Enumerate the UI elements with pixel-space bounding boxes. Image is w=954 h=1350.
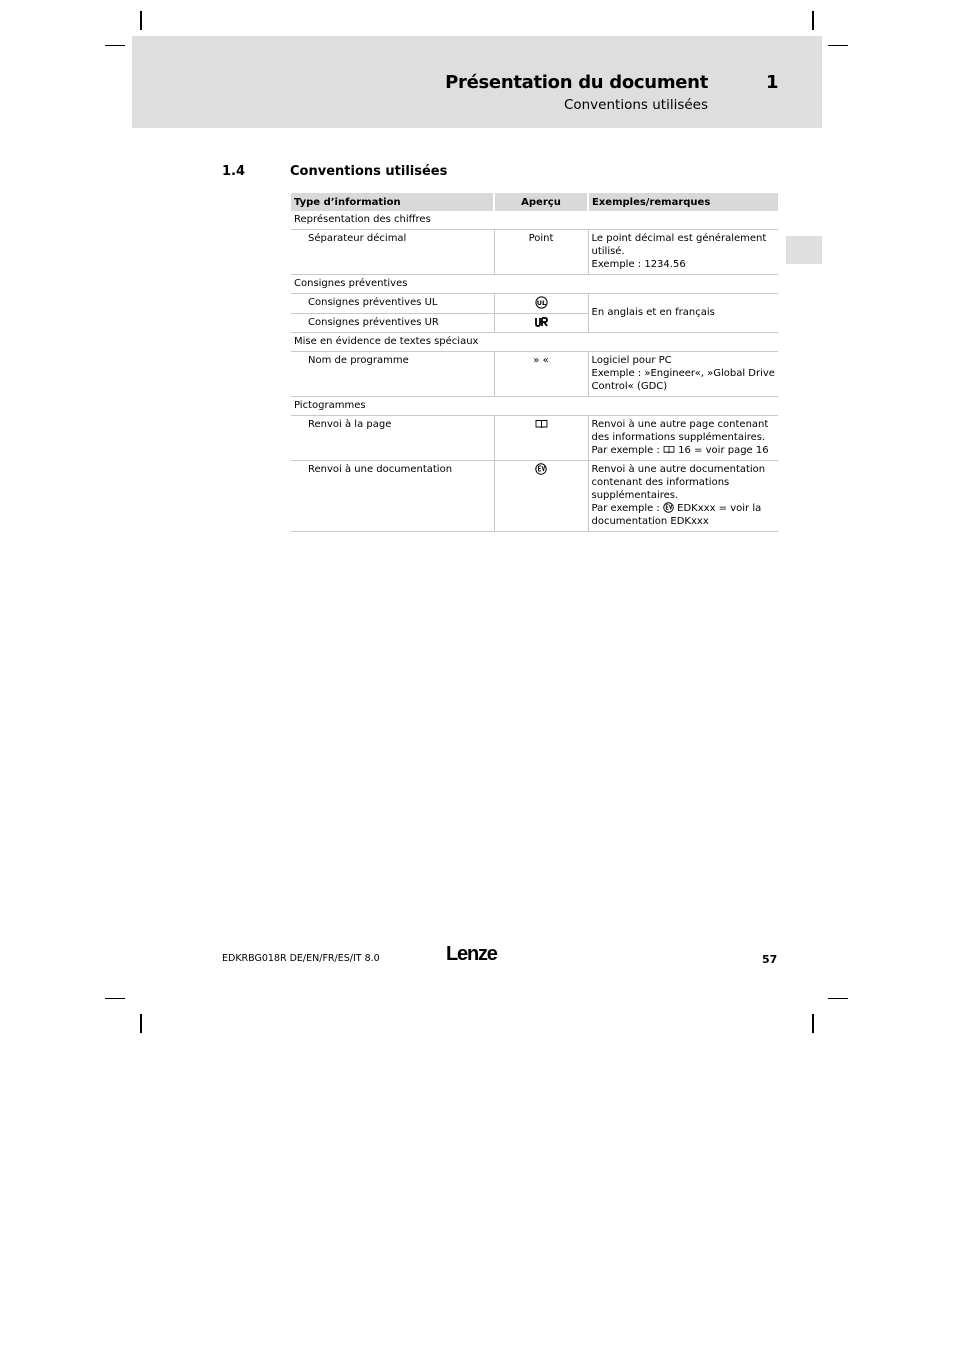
table-row: [291, 460, 778, 531]
row-type: Renvoi à une documentation: [291, 460, 494, 531]
crop-mark: [828, 45, 848, 46]
book-icon: [663, 445, 675, 454]
row-remarks: [588, 415, 778, 460]
group-label: Pictogrammes: [291, 396, 778, 415]
svg-text:UL: UL: [536, 299, 546, 307]
crop-mark: [105, 998, 125, 999]
group-label: Mise en évidence de textes spéciaux: [291, 332, 778, 351]
remark-example-prefix: Par exemple :: [591, 502, 663, 514]
table-row: [291, 351, 778, 396]
chapter-title: Présentation du document: [445, 72, 708, 93]
row-type: Consignes préventives UL: [291, 294, 494, 314]
lenze-logo: Lenze: [446, 943, 497, 965]
chapter-side-tab: [786, 236, 822, 264]
header-type: Type d’information: [291, 193, 494, 211]
row-preview: [494, 415, 588, 460]
row-type: Renvoi à la page: [291, 415, 494, 460]
row-remarks: [588, 460, 778, 531]
remark-line: Exemple : 1234.56: [591, 259, 686, 270]
table-row: [291, 230, 778, 275]
table-group-row: [291, 332, 778, 351]
remark-line: Logiciel pour PC: [591, 354, 672, 366]
remark-line: Exemple : »Engineer«, »Global Drive Control« (GDC): [591, 367, 775, 392]
crop-mark: [105, 45, 125, 46]
remark-line: Renvoi à une autre page contenant des informations supplémentaires.: [591, 418, 769, 443]
table-group-row: [291, 211, 778, 230]
row-preview: » «: [494, 351, 588, 396]
row-preview: [494, 294, 588, 314]
crop-mark: [828, 998, 848, 999]
section-title: Conventions utilisées: [290, 164, 448, 179]
crop-mark: [812, 1014, 814, 1033]
ul-listed-icon: [535, 296, 548, 309]
row-preview: Point: [494, 230, 588, 275]
row-remarks: En anglais et en français: [588, 294, 778, 333]
row-type: Consignes préventives UR: [291, 313, 494, 332]
remark-example-suffix: 16 = voir page 16: [674, 444, 769, 456]
documentation-icon: [663, 502, 674, 513]
header-preview: Aperçu: [494, 193, 588, 211]
row-remarks: [588, 230, 778, 275]
table-header-row: [291, 193, 778, 211]
crop-mark: [140, 1014, 142, 1033]
remark-line: [592, 444, 776, 457]
table-group-row: [291, 396, 778, 415]
remark-example-suffix: EDKxxx = voir la documentation EDKxxx: [591, 502, 762, 527]
remark-line: Le point décimal est généralement utilisé.: [591, 233, 767, 257]
row-type: Séparateur décimal: [291, 230, 494, 275]
header-remarks: Exemples/remarques: [588, 193, 778, 211]
group-label: Consignes préventives: [291, 275, 778, 294]
chapter-subtitle: Conventions utilisées: [563, 97, 708, 113]
footer-document-id: EDKRBG018R DE/EN/FR/ES/IT 8.0: [222, 953, 380, 964]
ur-recognized-icon: [534, 316, 549, 328]
table-row: [291, 415, 778, 460]
remark-line: Renvoi à une autre documentation contenant des informations supplémentaires.: [591, 463, 766, 501]
crop-mark: [812, 11, 814, 30]
group-label: Représentation des chiffres: [294, 214, 431, 225]
row-remarks: [588, 351, 778, 396]
remark-example-prefix: Par exemple :: [591, 444, 663, 456]
table-group-row: [291, 275, 778, 294]
page-number: 57: [762, 953, 778, 966]
row-type: Nom de programme: [291, 351, 494, 396]
row-preview: [494, 460, 588, 531]
table-row: [291, 294, 778, 314]
crop-mark: [140, 11, 142, 30]
documentation-icon: [535, 463, 547, 475]
remark-line: [592, 502, 776, 528]
chapter-number: 1: [766, 72, 779, 93]
conventions-table: [291, 193, 778, 532]
section-number: 1.4: [222, 164, 246, 179]
row-preview: [494, 313, 588, 332]
book-icon: [535, 419, 548, 429]
